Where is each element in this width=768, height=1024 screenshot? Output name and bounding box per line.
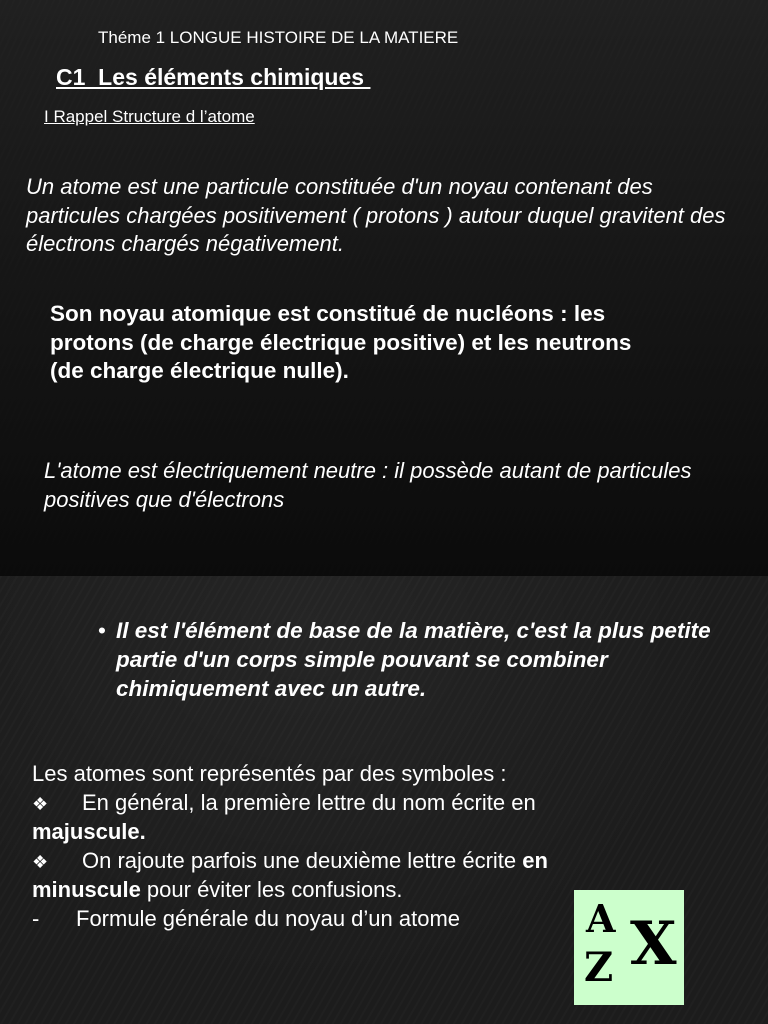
- neutrality-paragraph: L'atome est électriquement neutre : il possède autant de particules positives que d'électrons: [44, 458, 692, 512]
- atomic-number-symbol: Z: [584, 944, 614, 991]
- chapter-title: C1 Les éléments chimiques: [56, 64, 371, 90]
- diamond-bullet-icon: ❖: [32, 851, 49, 872]
- rule-2-text: On rajoute parfois une deuxième lettre écrite: [82, 847, 523, 873]
- rule-1-text: En général, la première lettre du nom écrite en: [82, 789, 536, 815]
- bullet-text: Il est l'élément de base de la matière, c'est la plus petite partie d'un corps simple pouvant se combiner chimiquement avec un autre.: [116, 618, 711, 701]
- mass-number-symbol: A: [586, 896, 616, 941]
- nucleus-paragraph: Son noyau atomique est constitué de nucléons : les protons (de charge électrique positive) et les neutrons (de charge électrique nulle).: [50, 301, 632, 383]
- bullet-item: [98, 616, 718, 703]
- rule-2-tail: pour éviter les confusions.: [140, 877, 403, 902]
- diamond-bullet-icon: ❖: [32, 793, 49, 814]
- section-subtitle: I Rappel Structure d l’atome: [44, 107, 255, 126]
- element-symbol: X: [630, 909, 677, 979]
- atom-definition-paragraph: Un atome est une particule constituée d'un noyau contenant des particules chargées positivement ( protons ) autour duquel gravitent des électrons chargés négativement.: [26, 174, 726, 256]
- theme-heading: Théme 1 LONGUE HISTOIRE DE LA MATIERE: [98, 28, 459, 47]
- symbols-text-block: [32, 760, 552, 933]
- nucleus-notation-image: [574, 890, 684, 1005]
- symbols-intro: Les atomes sont représentés par des symboles :: [32, 761, 507, 786]
- bullet-dot: •: [98, 618, 106, 643]
- rule-2-bold: en minuscule: [32, 847, 548, 902]
- dash-marker: -: [32, 905, 40, 931]
- rule-1-bold: majuscule.: [32, 819, 146, 844]
- rule-3-text: Formule générale du noyau d’un atome: [76, 905, 461, 931]
